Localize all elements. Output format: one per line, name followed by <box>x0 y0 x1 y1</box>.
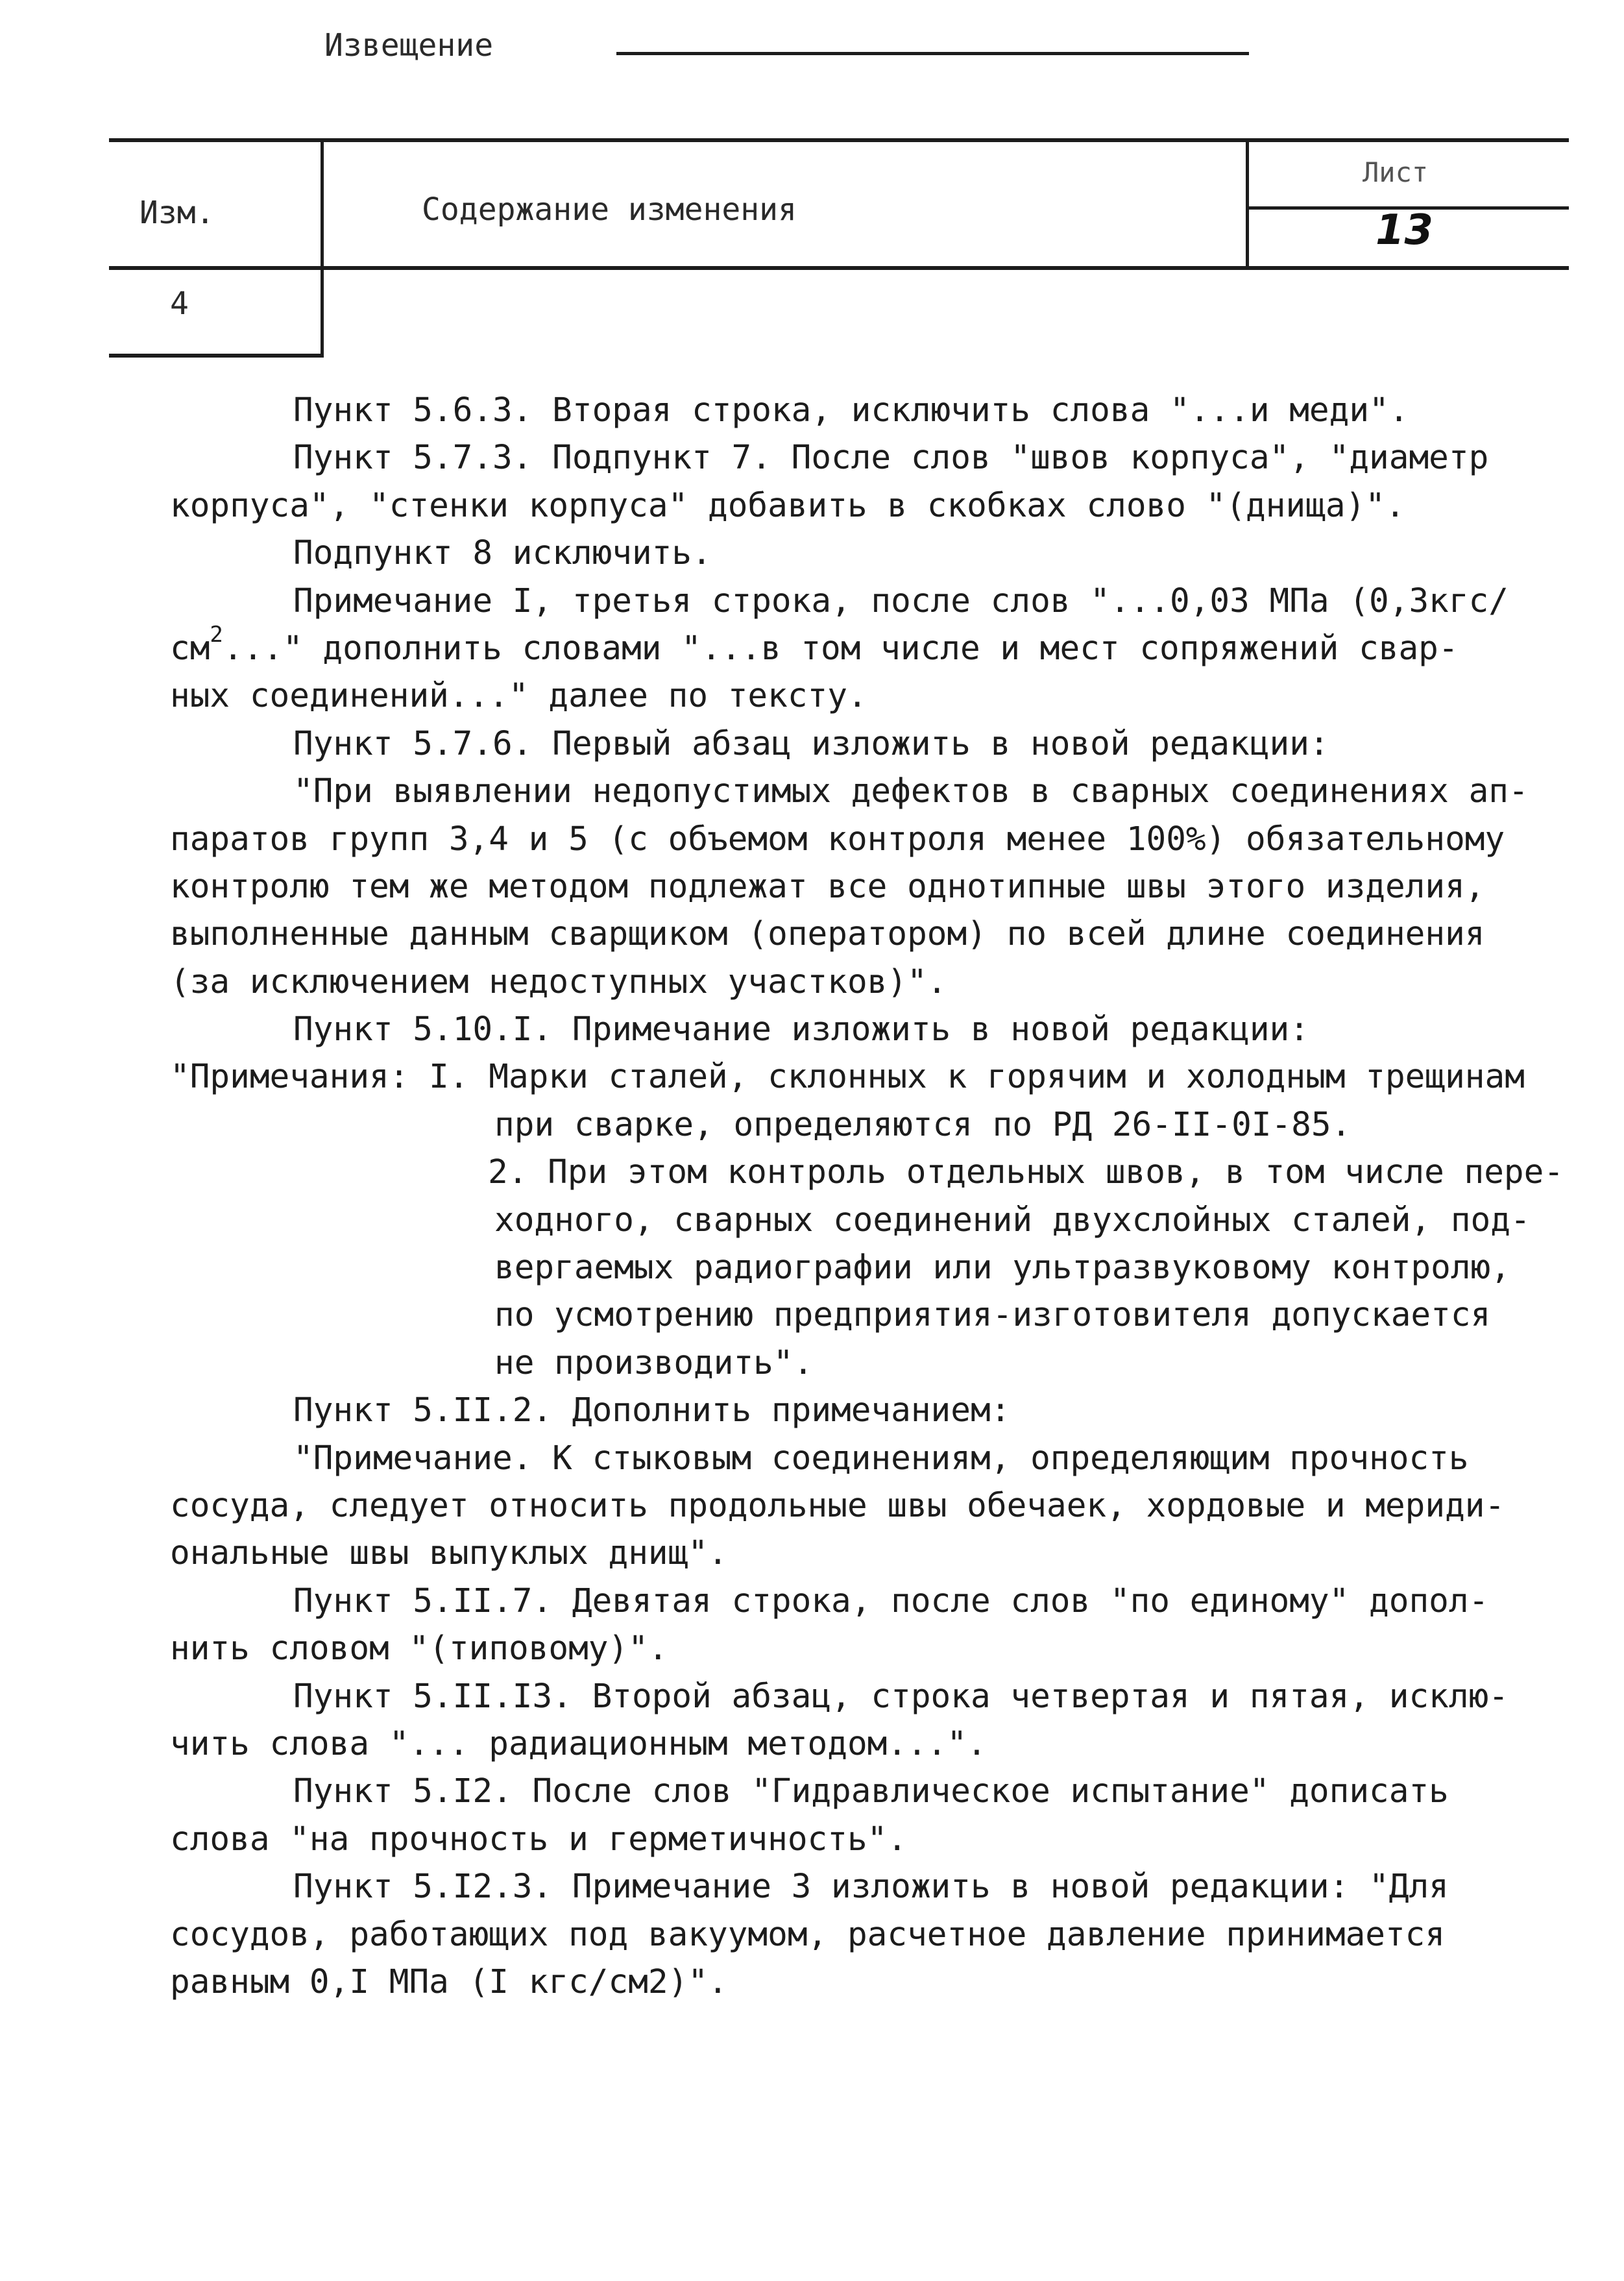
text-line-prefix: см <box>170 629 210 668</box>
text-line-content: Пункт 5.6.3. Вторая строка, исключить слова "...и меди". <box>293 391 1409 430</box>
text-line-content: нить словом "(типовому)". <box>170 1629 668 1668</box>
text-line <box>170 1339 1578 1387</box>
text-line <box>170 1578 1578 1625</box>
text-line-content: "При выявлении недопустимых дефектов в сварных соединениях ап- <box>293 772 1529 811</box>
column-header-sheet: Лист <box>1363 156 1429 188</box>
text-line-content: ных соединений..." далее по тексту. <box>170 677 867 716</box>
text-line-content: ональные швы выпуклых днищ". <box>170 1534 728 1573</box>
text-line <box>170 1101 1578 1149</box>
text-line <box>170 621 1578 672</box>
text-line-content: Пункт 5.7.6. Первый абзац изложить в новой редакции: <box>293 724 1329 763</box>
text-line <box>170 1053 1578 1101</box>
text-line-content: при сварке, определяются по РД 26-II-0I-85. <box>494 1105 1351 1144</box>
table-header-bottom-rule <box>109 266 1569 270</box>
text-line <box>170 863 1578 910</box>
table-top-rule <box>109 138 1569 142</box>
text-line <box>170 578 1578 625</box>
text-line-content: ходного, сварных соединений двухслойных сталей, под- <box>494 1201 1531 1239</box>
text-line-content: Пункт 5.10.I. Примечание изложить в новой редакции: <box>293 1010 1309 1049</box>
text-line-content: Пункт 5.7.3. Подпункт 7. После слов "швов корпуса", "диаметр <box>293 439 1489 478</box>
text-line-content: сосуда, следует относить продольные швы обечаек, хордовые и мериди- <box>170 1486 1505 1525</box>
sheet-number: 13 <box>1376 206 1434 254</box>
document-body <box>170 387 1578 2006</box>
text-line <box>170 387 1578 434</box>
table-row-bottom-rule <box>109 354 323 358</box>
text-line-content: Пункт 5.I2. После слов "Гидравлическое испытание" дописать <box>293 1772 1449 1811</box>
table-divider-right <box>1246 138 1249 268</box>
text-line <box>170 1387 1578 1434</box>
text-line <box>170 1006 1578 1053</box>
table-divider-left <box>321 138 324 358</box>
text-line <box>170 1958 1578 2006</box>
text-line-content: Примечание I, третья строка, после слов "...0,03 МПа (0,3кгс/ <box>293 581 1509 620</box>
change-number: 4 <box>170 286 189 322</box>
text-line <box>170 1197 1578 1244</box>
text-line <box>170 1482 1578 1530</box>
text-line <box>170 1911 1578 1958</box>
superscript: 2 <box>210 621 223 648</box>
text-line <box>170 1673 1578 1720</box>
text-line <box>170 1768 1578 1815</box>
text-line <box>170 434 1578 482</box>
text-line <box>170 672 1578 720</box>
text-line-content: сосудов, работающих под вакуумом, расчетное давление принимается <box>170 1915 1446 1954</box>
text-line <box>170 1720 1578 1768</box>
text-line-content: "Примечание. К стыковым соединениям, определяющим прочность <box>293 1439 1469 1478</box>
text-line <box>170 1244 1578 1291</box>
text-line-content: паратов групп 3,4 и 5 (с объемом контроля менее 100%) обязательному <box>170 820 1505 859</box>
text-line <box>170 816 1578 863</box>
text-line <box>170 1291 1578 1339</box>
text-line-content: чить слова "... радиационным методом...". <box>170 1724 987 1763</box>
text-line-content: вергаемых радиографии или ультразвуковому контролю, <box>494 1249 1510 1287</box>
text-line-content: (за исключением недоступных участков)". <box>170 962 947 1001</box>
notice-underline <box>616 52 1249 55</box>
text-line-content: равным 0,I МПа (I кгс/см2)". <box>170 1962 728 2001</box>
text-line-content: Пункт 5.I2.3. Примечание 3 изложить в новой редакции: "Для <box>293 1868 1449 1907</box>
text-line <box>170 1625 1578 1672</box>
text-line <box>170 768 1578 815</box>
text-line-content: Пункт 5.II.I3. Второй абзац, строка четвертая и пятая, исклю- <box>293 1677 1509 1716</box>
text-line-content: по усмотрению предприятия-изготовителя допускается <box>494 1296 1491 1335</box>
text-line <box>170 720 1578 768</box>
text-line-content: корпуса", "стенки корпуса" добавить в скобках слово "(днища)". <box>170 486 1405 525</box>
text-line-content: Пункт 5.II.7. Девятая строка, после слов "по единому" допол- <box>293 1581 1489 1620</box>
text-line <box>170 1816 1578 1863</box>
text-line <box>170 1149 1578 1196</box>
text-line-content: выполненные данным сварщиком (оператором) по всей длине соединения <box>170 915 1485 954</box>
text-line-content: ..." дополнить словами "...в том числе и мест сопряжений свар- <box>223 629 1459 668</box>
text-line <box>170 1530 1578 1577</box>
text-line <box>170 530 1578 577</box>
text-line-content: Пункт 5.II.2. Дополнить примечанием: <box>293 1391 1011 1430</box>
text-line-content: "Примечания: I. Марки сталей, склонных к горячим и холодным трещинам <box>170 1058 1525 1097</box>
text-line <box>170 910 1578 958</box>
text-line-content: контролю тем же методом подлежат все однотипные швы этого изделия, <box>170 867 1485 906</box>
column-header-content: Содержание изменения <box>422 191 797 228</box>
text-line <box>170 1435 1578 1482</box>
text-line-content: не производить". <box>494 1343 814 1382</box>
text-line <box>170 958 1578 1006</box>
text-line-content: Подпункт 8 исключить. <box>293 534 712 573</box>
notice-label: Извещение <box>324 27 494 64</box>
text-line-content: слова "на прочность и герметичность". <box>170 1820 908 1859</box>
column-header-change: Изм. <box>139 195 215 231</box>
text-line <box>170 1863 1578 1910</box>
text-line-content: 2. При этом контроль отдельных швов, в том числе пере- <box>488 1153 1564 1192</box>
text-line <box>170 482 1578 530</box>
